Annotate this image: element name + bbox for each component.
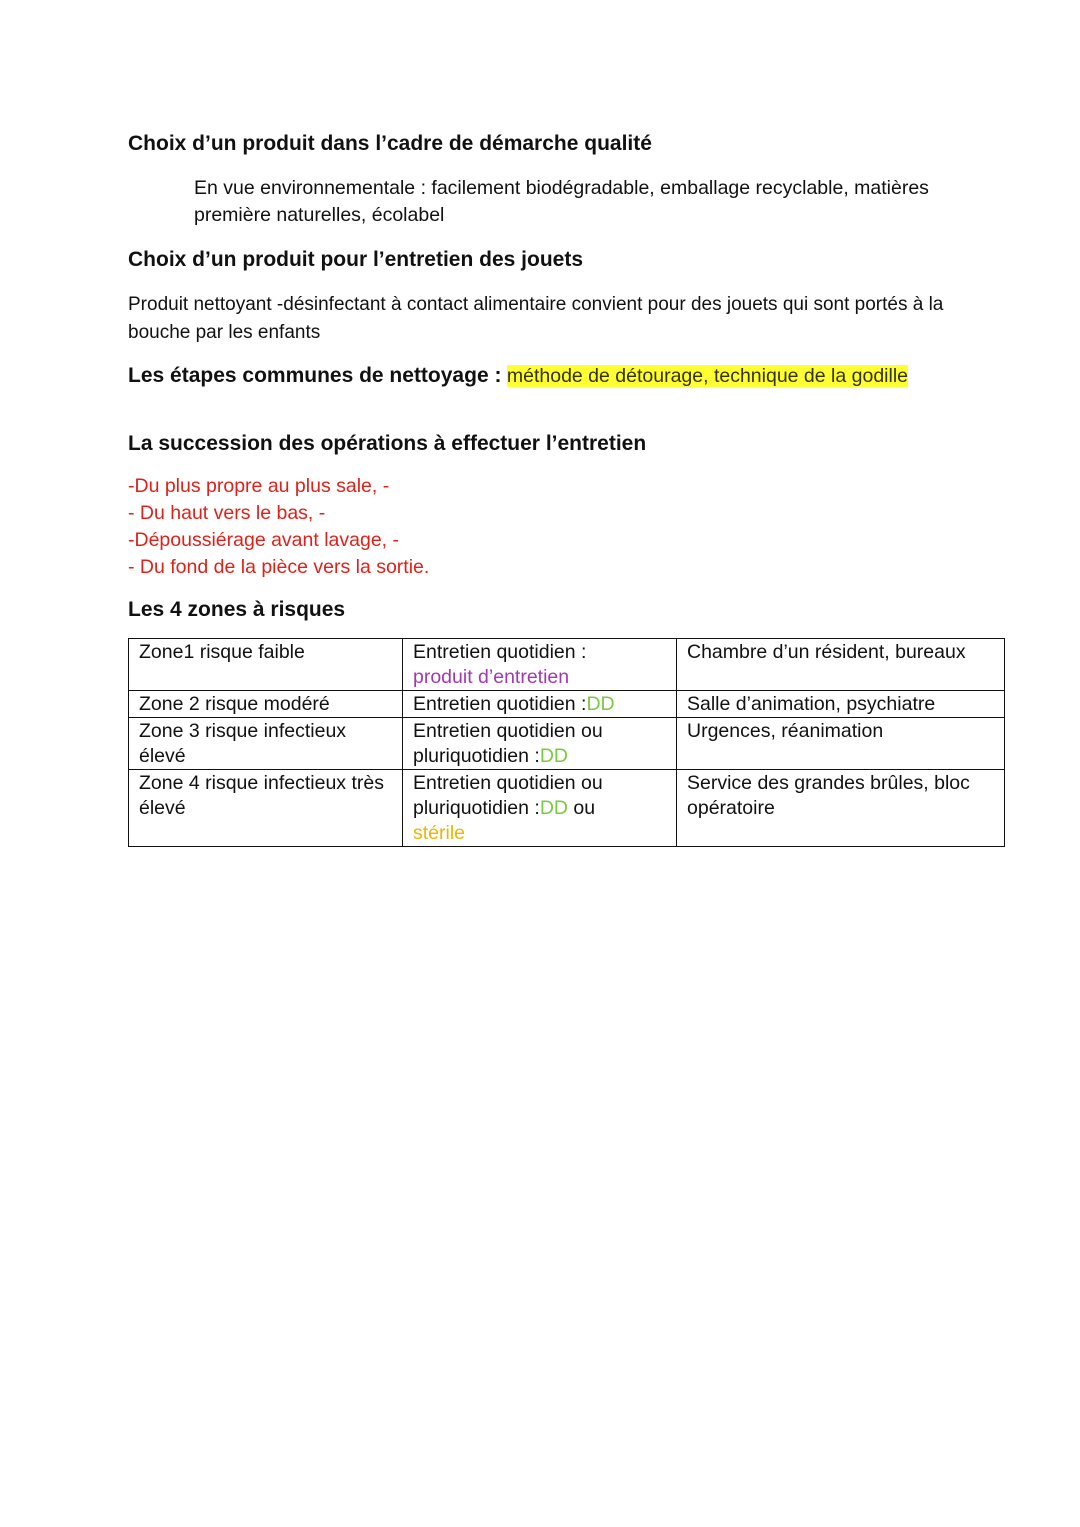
zone-cell: Zone1 risque faible [129, 639, 403, 691]
operation-line: - Du fond de la pièce vers la sortie. [128, 556, 430, 578]
risk-zones-table [128, 638, 1005, 847]
cleaning-steps [128, 362, 928, 390]
heading-toys-choice: Choix d’un produit pour l’entretien des jouets [128, 248, 584, 271]
zone-cell: Zone 2 risque modéré [129, 691, 403, 718]
table-row [129, 639, 1005, 691]
heading-operations: La succession des opérations à effectuer l’entretien [128, 432, 647, 455]
zone-cell: Zone 4 risque infectieux très élevé [129, 770, 403, 847]
paragraph-toys: Produit nettoyant -désinfectant à contact alimentaire convient pour des jouets qui sont portés à la bouche par les enfants [128, 294, 944, 343]
table-row [129, 770, 1005, 847]
zone-cell: Zone 3 risque infectieux élevé [129, 718, 403, 770]
product-text-sterile: stérile [413, 822, 466, 844]
maintenance-text: Entretien quotidien ou pluriquotidien : [413, 772, 603, 819]
table-row [129, 691, 1005, 718]
heading-risk-zones: Les 4 zones à risques [128, 598, 346, 621]
heading-cleaning-steps: Les étapes communes de nettoyage : [128, 364, 502, 387]
places-cell: Salle d’animation, psychiatre [677, 691, 1005, 718]
places-cell: Chambre d’un résident, bureaux [677, 639, 1005, 691]
paragraph-environment: En vue environnementale : facilement biodégradable, emballage recyclable, matières première naturelles, écolabel [194, 177, 929, 226]
heading-quality-choice: Choix d’un produit dans l’cadre de démarche qualité [128, 132, 652, 155]
maintenance-cell [403, 770, 677, 847]
product-text: produit d’entretien [413, 666, 570, 688]
operation-line: -Du plus propre au plus sale, - [128, 475, 390, 497]
maintenance-text: Entretien quotidien ou pluriquotidien : [413, 720, 603, 767]
maintenance-cell [403, 718, 677, 770]
table-row [129, 718, 1005, 770]
operation-line: - Du haut vers le bas, - [128, 502, 326, 524]
maintenance-text: Entretien quotidien : [413, 693, 587, 715]
maintenance-cell [403, 691, 677, 718]
product-text: DD [539, 797, 569, 819]
highlighted-methods: méthode de détourage, technique de la godille [506, 365, 909, 387]
connector-text: ou [568, 797, 596, 819]
product-text: DD [586, 693, 615, 715]
product-text: DD [539, 745, 569, 767]
places-cell: Urgences, réanimation [677, 718, 1005, 770]
maintenance-text: Entretien quotidien : [413, 641, 587, 663]
maintenance-cell [403, 639, 677, 691]
places-cell: Service des grandes brûles, bloc opératoire [677, 770, 1005, 847]
operation-line: -Dépoussiérage avant lavage, - [128, 529, 399, 551]
operations-list [128, 473, 728, 581]
